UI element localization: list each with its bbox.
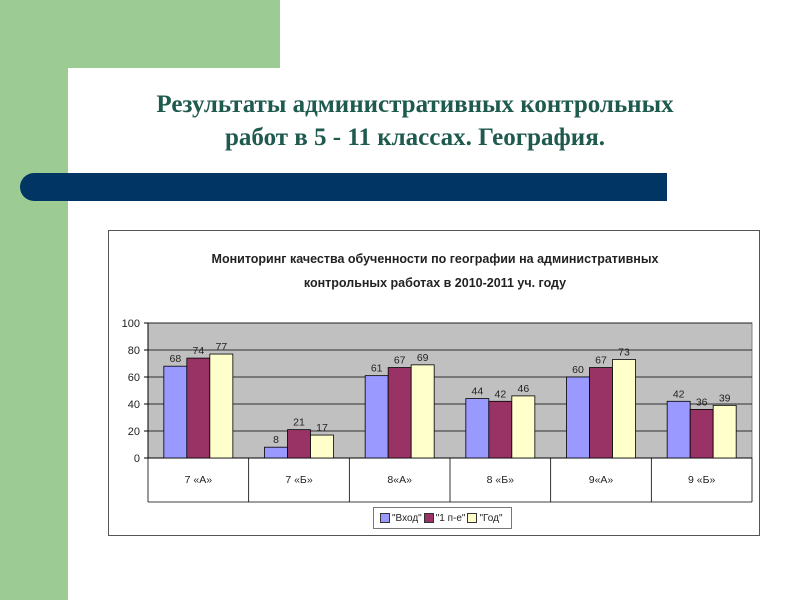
- data-label: 74: [192, 345, 205, 358]
- legend-swatch: [380, 513, 390, 523]
- y-tick-label: 0: [133, 453, 140, 465]
- bar: [512, 396, 535, 458]
- data-label: 61: [370, 362, 383, 375]
- x-tick-label: 8 «Б»: [486, 474, 514, 486]
- data-label: 67: [595, 354, 607, 367]
- data-label: 67: [393, 354, 406, 367]
- x-tick-label: 7 «А»: [184, 474, 213, 486]
- legend-item: [380, 513, 422, 524]
- y-tick-label: 60: [127, 372, 140, 384]
- data-label: 68: [169, 353, 182, 366]
- bar: [489, 401, 512, 458]
- bar: [590, 368, 613, 458]
- bar: [265, 447, 288, 458]
- bar: [667, 401, 690, 458]
- data-label: 21: [293, 416, 305, 429]
- legend-label: "1 п-е": [435, 512, 466, 524]
- bar: [288, 430, 311, 458]
- bar: [613, 359, 636, 458]
- bar: [164, 366, 187, 458]
- legend-swatch: [424, 513, 434, 523]
- data-label: 46: [517, 382, 530, 395]
- data-label: 73: [618, 346, 630, 359]
- chart-title-line-1: Мониторинг качества обученности по географии на административных: [211, 252, 659, 266]
- legend-label: "Год": [479, 512, 503, 524]
- data-label: 17: [316, 422, 328, 435]
- data-label: 60: [572, 364, 584, 376]
- legend-swatch: [467, 513, 477, 523]
- bar: [210, 354, 233, 458]
- bar: [713, 405, 736, 458]
- data-label: 77: [215, 341, 228, 354]
- slide-title-line-2: работ в 5 - 11 классах. География.: [225, 124, 605, 151]
- data-label: 42: [672, 388, 685, 401]
- bar: [690, 409, 713, 458]
- bar: [411, 365, 434, 458]
- x-tick-label: 9«А»: [588, 474, 614, 486]
- y-tick-label: 100: [121, 318, 140, 330]
- slide-title-line-1: Результаты административных контрольных: [156, 91, 674, 118]
- data-label: 39: [718, 392, 731, 405]
- data-label: 8: [273, 434, 279, 447]
- data-label: 44: [471, 385, 484, 398]
- bar: [466, 399, 489, 458]
- y-tick-label: 80: [127, 345, 140, 357]
- x-tick-label: 9 «Б»: [688, 474, 716, 486]
- data-label: 36: [695, 396, 708, 409]
- data-label: 69: [416, 351, 429, 364]
- bar: [311, 435, 334, 458]
- legend-label: "Вход": [392, 512, 422, 524]
- bar: [187, 358, 210, 458]
- bar: [567, 377, 590, 458]
- chart-legend: [373, 507, 512, 529]
- data-label: 42: [494, 388, 507, 401]
- legend-item: [467, 513, 502, 524]
- x-tick-label: 8«А»: [387, 474, 412, 486]
- y-tick-label: 40: [127, 399, 140, 411]
- y-tick-label: 20: [127, 426, 140, 438]
- bar: [365, 376, 388, 458]
- bar: [388, 368, 411, 458]
- legend-item: [424, 513, 466, 524]
- chart-title-line-2: контрольных работах в 2010-2011 уч. году: [303, 276, 567, 290]
- plot-area: [148, 323, 752, 458]
- x-tick-label: 7 «Б»: [285, 474, 313, 486]
